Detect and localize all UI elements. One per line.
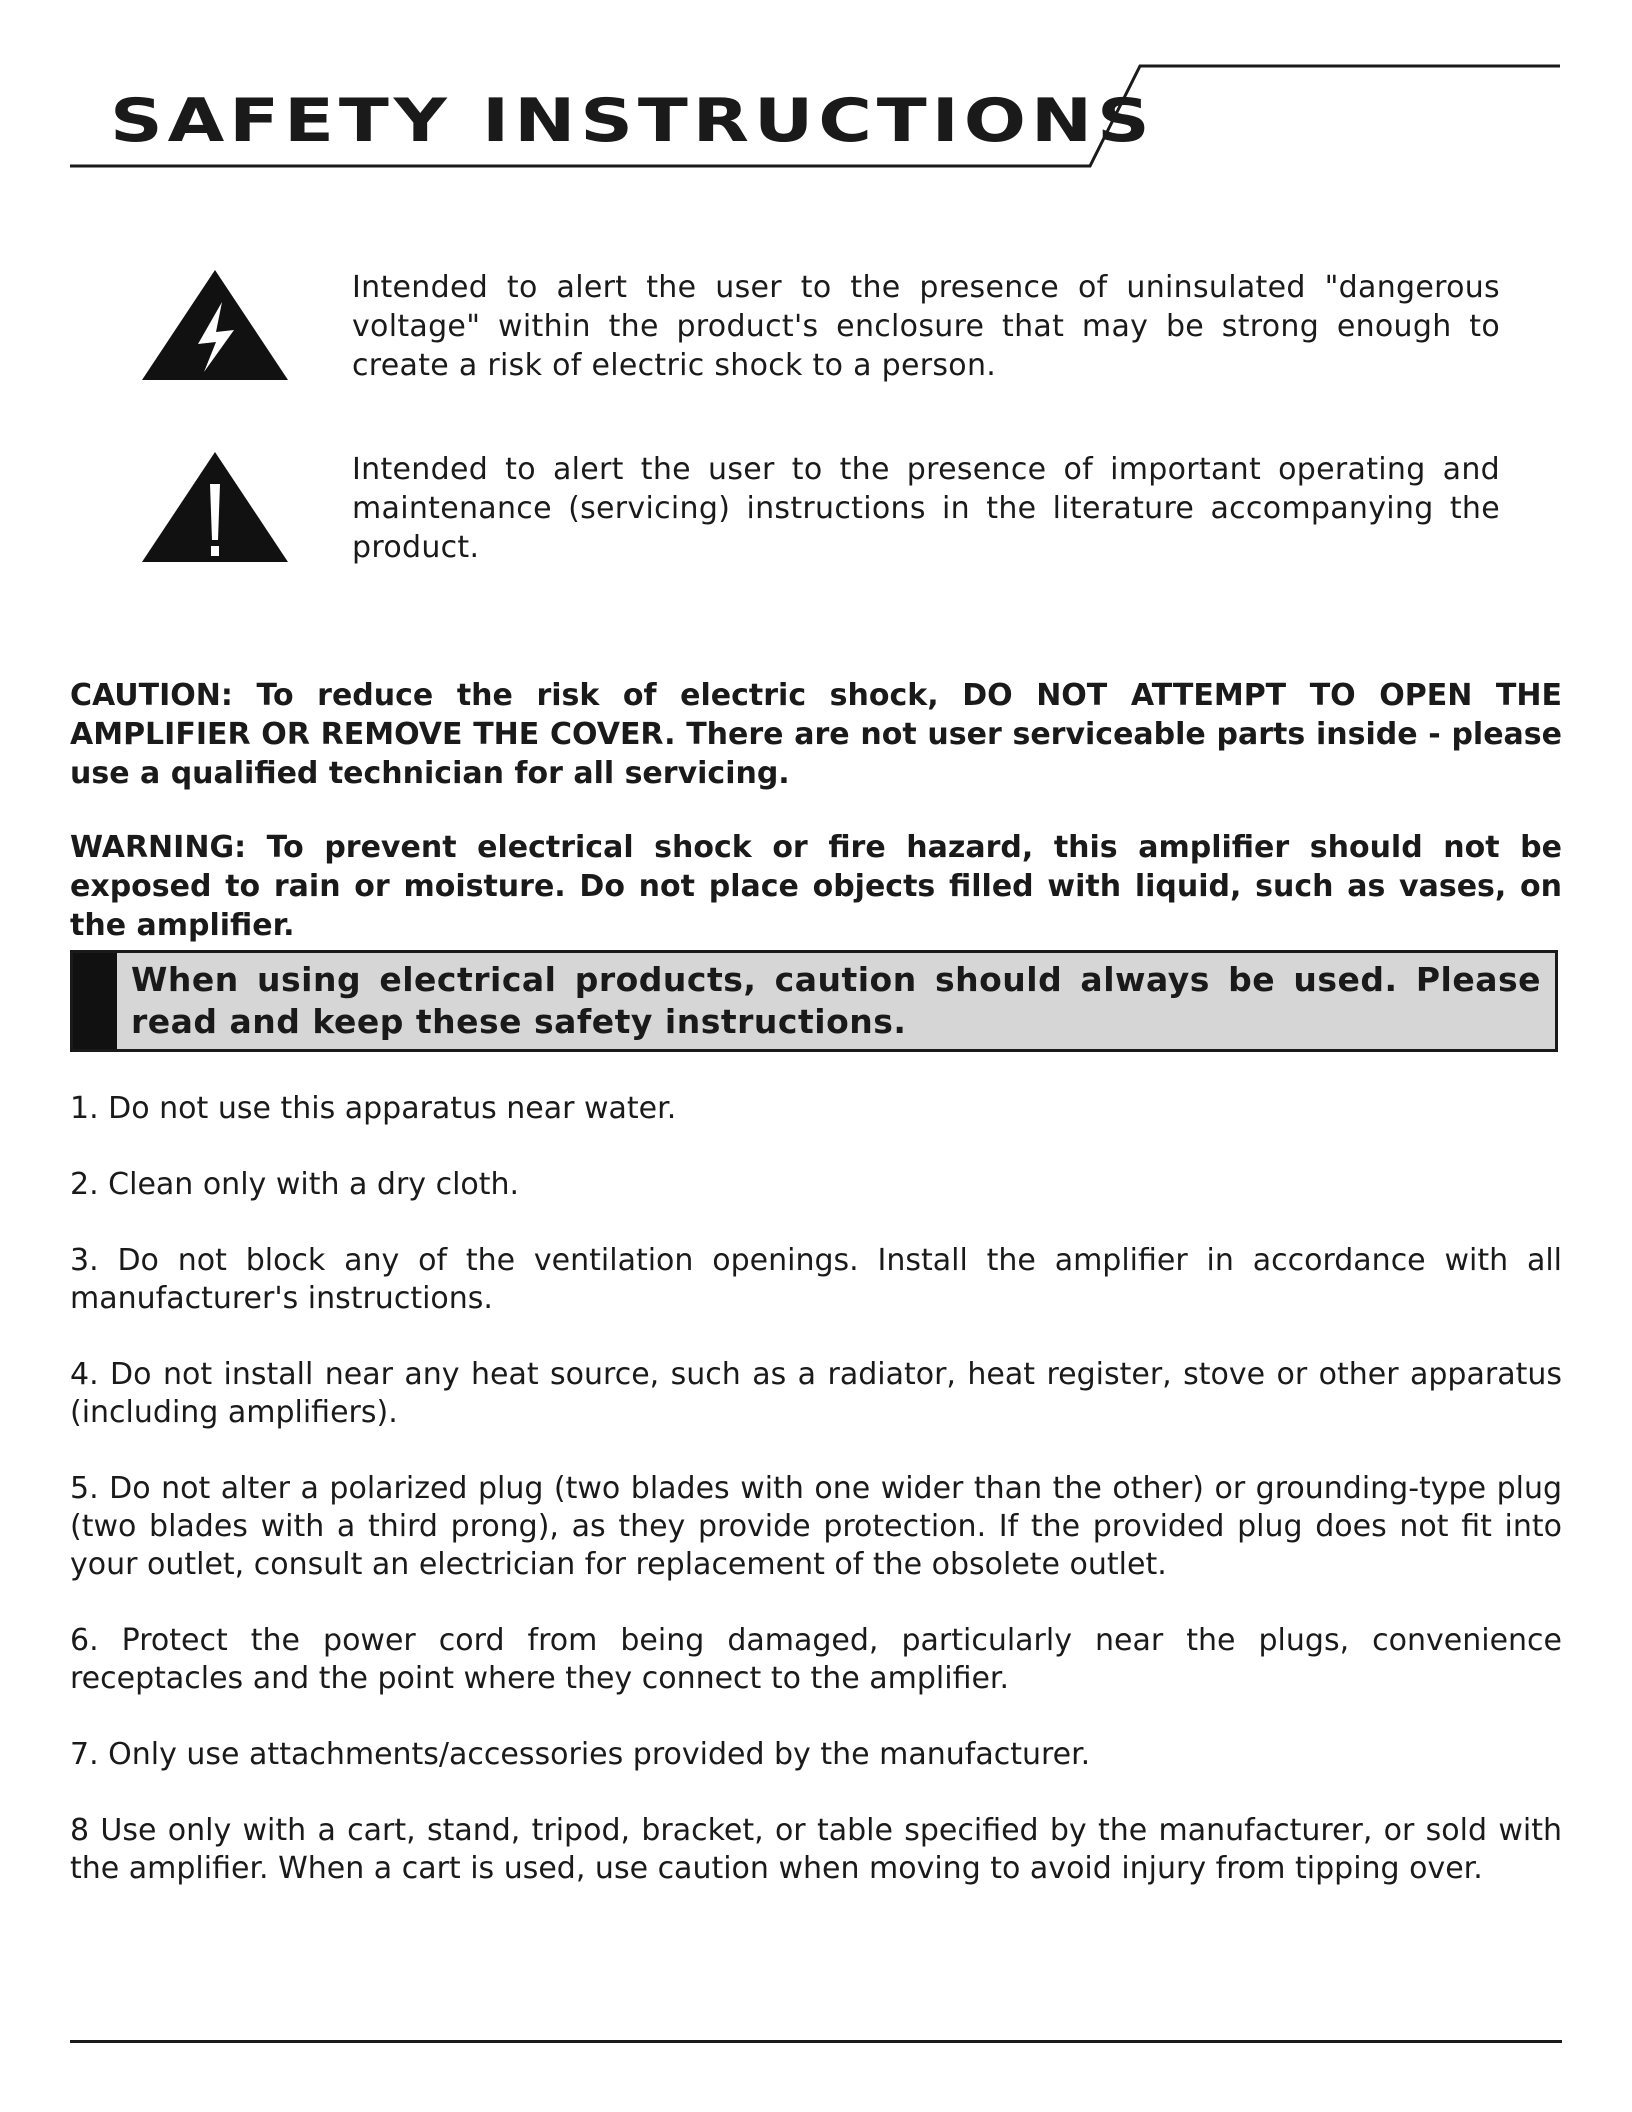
- safety-callout-box: [70, 950, 1558, 1052]
- list-item: 4. Do not install near any heat source, such as a radiator, heat register, stove or other apparatus (including amplifiers).: [70, 1357, 1562, 1430]
- symbol-description-attention: Intended to alert the user to the presence of important operating and maintenance (servicing) instructions in the literature accompanying the product.: [352, 452, 1500, 565]
- instruction-list: [70, 1090, 1562, 1926]
- page-title: SAFETY INSTRUCTIONS: [110, 86, 1155, 156]
- callout-accent-bar: [73, 953, 117, 1049]
- lightning-warning-icon: [140, 268, 290, 388]
- list-item: 8 Use only with a cart, stand, tripod, bracket, or table specified by the manufacturer, or sold with the amplifier. When a cart is used, use caution when moving to avoid injury from tipping over.: [70, 1813, 1562, 1886]
- caution-paragraph: CAUTION: To reduce the risk of electric shock, DO NOT ATTEMPT TO OPEN THE AMPLIFIER OR REMOVE THE COVER. There are not user serviceable parts inside - please use a qualified technician for all servicing.: [70, 678, 1562, 791]
- symbol-description-voltage: Intended to alert the user to the presence of uninsulated "dangerous voltage" within the product's enclosure that may be strong enough to create a risk of electric shock to a person.: [352, 270, 1500, 383]
- exclamation-warning-icon: [140, 450, 290, 570]
- list-item: 7. Only use attachments/accessories provided by the manufacturer.: [70, 1737, 1091, 1772]
- warning-paragraph: WARNING: To prevent electrical shock or fire hazard, this amplifier should not be exposed to rain or moisture. Do not place objects filled with liquid, such as vases, on the amplifier.: [70, 830, 1562, 943]
- list-item: 2. Clean only with a dry cloth.: [70, 1167, 520, 1202]
- list-item: 5. Do not alter a polarized plug (two blades with one wider than the other) or grounding-type plug (two blades with a third prong), as they provide protection. If the provided plug does not fit into your outlet, consult an electrician for replacement of the obsolete outlet.: [70, 1471, 1562, 1582]
- callout-text: When using electrical products, caution should always be used. Please read and keep these safety instructions.: [131, 960, 1541, 1041]
- list-item: 1. Do not use this apparatus near water.: [70, 1091, 677, 1126]
- page-header: [0, 0, 1632, 180]
- list-item: 3. Do not block any of the ventilation openings. Install the amplifier in accordance with all manufacturer's instructions.: [70, 1243, 1562, 1316]
- list-item: 6. Protect the power cord from being damaged, particularly near the plugs, convenience receptacles and the point where they connect to the amplifier.: [70, 1623, 1562, 1696]
- footer-rule: [70, 2040, 1562, 2043]
